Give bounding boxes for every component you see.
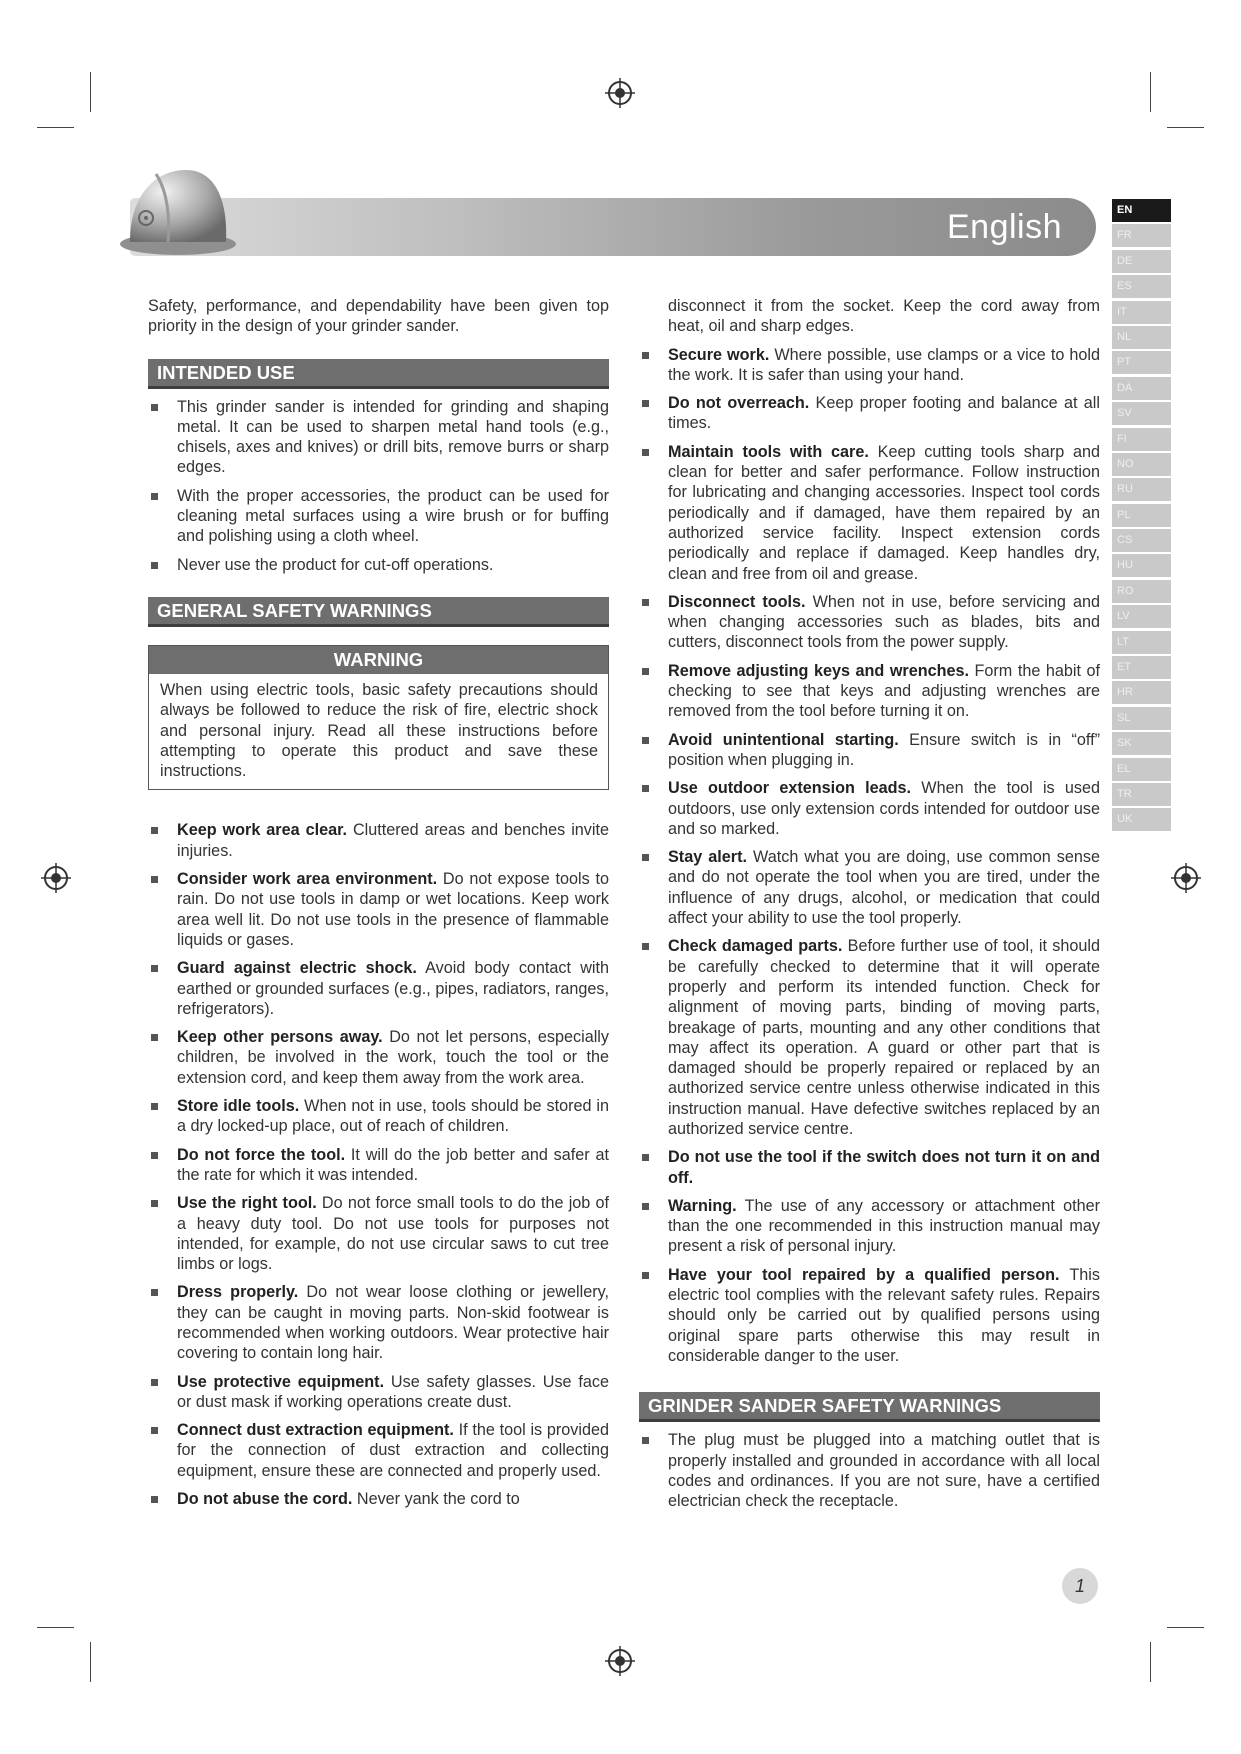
lang-tab-sk[interactable]: SK	[1112, 732, 1171, 755]
list-item: Check damaged parts. Before further use of tool, it should be carefully checked to determine that it will operate properly and perform its intended function. Check for alignment of moving parts, binding of moving parts, breakage of parts, mounting and any other conditions that may affect its operation. A guard or other part that is damaged should be properly repaired or replaced by an authorized service centre unless otherwise indicated in this instruction manual. Have defective switches replaced by an authorized service centre.	[639, 936, 1100, 1139]
list-item: Use protective equipment. Use safety glasses. Use face or dust mask if working operations create dust.	[148, 1372, 609, 1413]
lang-tab-da[interactable]: DA	[1112, 377, 1171, 400]
lang-tab-no[interactable]: NO	[1112, 453, 1171, 476]
lang-tab-el[interactable]: EL	[1112, 758, 1171, 781]
lang-tab-hr[interactable]: HR	[1112, 681, 1171, 704]
list-item: Disconnect tools. When not in use, before servicing and when changing accessories such as blades, bits and cutters, disconnect tools from the power supply.	[639, 592, 1100, 653]
registration-mark-icon	[1170, 862, 1202, 894]
lang-tab-uk[interactable]: UK	[1112, 808, 1171, 831]
header-banner	[130, 198, 1096, 256]
registration-mark-icon	[604, 77, 636, 109]
intended-use-heading: INTENDED USE	[148, 359, 609, 389]
list-item-continuation: disconnect it from the socket. Keep the cord away from heat, oil and sharp edges.	[668, 297, 1100, 336]
list-item: Consider work area environment. Do not expose tools to rain. Do not use tools in damp or wet locations. Keep work area well lit. Do not use tools in the presence of flammable liquids or gases.	[148, 869, 609, 950]
list-item: Do not abuse the cord. Never yank the cord to	[148, 1489, 609, 1509]
list-item: Keep other persons away. Do not let persons, especially children, be involved in the work, touch the tool or the extension cord, and keep them away from the work area.	[148, 1027, 609, 1088]
crop-mark	[1150, 1642, 1151, 1682]
left-column	[148, 296, 609, 1517]
lang-tab-sl[interactable]: SL	[1112, 707, 1171, 730]
warning-text: When using electric tools, basic safety precautions should always be followed to reduce the risk of fire, electric shock and personal injury. Read all these instructions before attempting to operate this product and save these instructions.	[160, 680, 598, 781]
list-item: Use the right tool. Do not force small tools to do the job of a heavy duty tool. Do not use tools for purposes not intended, for example, do not use circular saws to cut tree limbs or logs.	[148, 1193, 609, 1274]
registration-mark-icon	[604, 1645, 636, 1677]
lang-tab-fi[interactable]: FI	[1112, 428, 1171, 451]
list-item: Maintain tools with care. Keep cutting tools sharp and clean for better and safer performance. Follow instruction for lubricating and changing accessories. Inspect tool cords periodically and if damaged, have them repaired by an authorized service facility. Inspect extension cords periodically and replace if damaged. Keep handles dry, clean and free from oil and grease.	[639, 442, 1100, 584]
lang-tab-fr[interactable]: FR	[1112, 224, 1171, 247]
intro-paragraph: Safety, performance, and dependability have been given top priority in the design of your grinder sander.	[148, 297, 609, 336]
lang-tab-et[interactable]: ET	[1112, 656, 1171, 679]
right-column	[639, 296, 1100, 1519]
list-item: Remove adjusting keys and wrenches. Form the habit of checking to see that keys and adjusting wrenches are removed from the tool before turning it on.	[639, 661, 1100, 722]
lang-tab-es[interactable]: ES	[1112, 275, 1171, 298]
lang-tab-hu[interactable]: HU	[1112, 554, 1171, 577]
list-item: Do not use the tool if the switch does not turn it on and off.	[639, 1147, 1100, 1188]
list-item: Do not force the tool. It will do the job better and safer at the rate for which it was intended.	[148, 1145, 609, 1186]
crop-mark	[1167, 1627, 1204, 1628]
list-item: Have your tool repaired by a qualified person. This electric tool complies with the relevant safety rules. Repairs should only be carried out by qualified persons using original spare parts otherwise this may result in considerable danger to the user.	[639, 1265, 1100, 1366]
crop-mark	[1167, 127, 1204, 128]
crop-mark	[90, 72, 91, 112]
lang-tab-ru[interactable]: RU	[1112, 478, 1171, 501]
lang-tab-tr[interactable]: TR	[1112, 783, 1171, 806]
grinder-safety-heading: GRINDER SANDER SAFETY WARNINGS	[639, 1392, 1100, 1422]
list-item: This grinder sander is intended for grinding and shaping metal. It can be used to sharpen metal hand tools (e.g., chisels, axes and knives) or drill bits, remove burrs or sharp edges.	[148, 397, 609, 478]
lang-tab-cs[interactable]: CS	[1112, 529, 1171, 552]
list-item: Warning. The use of any accessory or attachment other than the one recommended in this instruction manual may present a risk of personal injury.	[639, 1196, 1100, 1257]
list-item: Connect dust extraction equipment. If the tool is provided for the connection of dust extraction and collecting equipment, ensure these are connected and properly used.	[148, 1420, 609, 1481]
list-item: Do not overreach. Keep proper footing and balance at all times.	[639, 393, 1100, 434]
list-item: Avoid unintentional starting. Ensure switch is in “off” position when plugging in.	[639, 730, 1100, 771]
language-tabs	[1112, 199, 1171, 834]
lang-tab-en[interactable]: EN	[1112, 199, 1171, 222]
list-item: Stay alert. Watch what you are doing, use common sense and do not operate the tool when you are tired, under the influence of any drugs, alcohol, or medication that could affect your ability to use the tool properly.	[639, 847, 1100, 928]
crop-mark	[90, 1642, 91, 1682]
lang-tab-nl[interactable]: NL	[1112, 326, 1171, 349]
list-item: Never use the product for cut-off operations.	[148, 555, 609, 575]
lang-tab-it[interactable]: IT	[1112, 301, 1171, 324]
lang-tab-lv[interactable]: LV	[1112, 605, 1171, 628]
lang-tab-ro[interactable]: RO	[1112, 580, 1171, 603]
lang-tab-pl[interactable]: PL	[1112, 504, 1171, 527]
general-safety-heading: GENERAL SAFETY WARNINGS	[148, 597, 609, 627]
crop-mark	[1150, 72, 1151, 112]
warning-box	[148, 645, 609, 790]
list-item: Secure work. Where possible, use clamps or a vice to hold the work. It is safer than using your hand.	[639, 345, 1100, 386]
list-item: Use outdoor extension leads. When the tool is used outdoors, use only extension cords intended for outdoor use and so marked.	[639, 778, 1100, 839]
helmet-icon	[116, 164, 236, 258]
list-item: Dress properly. Do not wear loose clothing or jewellery, they can be caught in moving parts. Non-skid footwear is recommended when working outdoors. Wear protective hair covering to contain long hair.	[148, 1282, 609, 1363]
page-title: English	[946, 208, 1062, 246]
list-item: Store idle tools. When not in use, tools should be stored in a dry locked-up place, out of reach of children.	[148, 1096, 609, 1137]
lang-tab-sv[interactable]: SV	[1112, 402, 1171, 425]
registration-mark-icon	[40, 862, 72, 894]
lang-tab-de[interactable]: DE	[1112, 250, 1171, 273]
crop-mark	[37, 1627, 74, 1628]
lang-tab-lt[interactable]: LT	[1112, 631, 1171, 654]
page-number: 1	[1062, 1568, 1098, 1604]
list-item: With the proper accessories, the product can be used for cleaning metal surfaces using a wire brush or for buffing and polishing using a cloth wheel.	[148, 486, 609, 547]
crop-mark	[37, 127, 74, 128]
warning-title: WARNING	[149, 646, 608, 674]
lang-tab-pt[interactable]: PT	[1112, 351, 1171, 374]
list-item: The plug must be plugged into a matching outlet that is properly installed and grounded in accordance with all local codes and ordinances. If you are not sure, have a certified electrician check the receptacle.	[639, 1430, 1100, 1511]
list-item: Keep work area clear. Cluttered areas and benches invite injuries.	[148, 820, 609, 861]
list-item: Guard against electric shock. Avoid body contact with earthed or grounded surfaces (e.g., pipes, radiators, ranges, refrigerators).	[148, 958, 609, 1019]
